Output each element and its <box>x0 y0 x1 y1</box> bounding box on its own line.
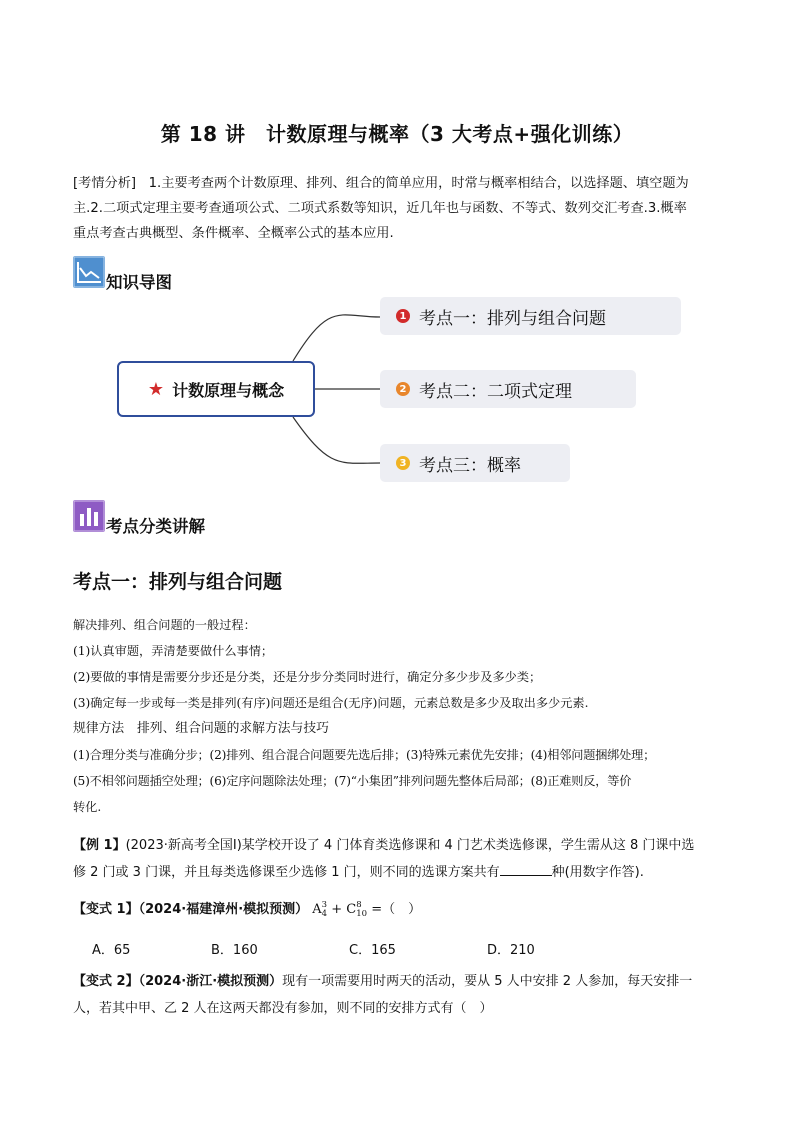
process-step-1: (1)认真审题，弄清楚要做什么事情； <box>73 644 274 658</box>
math-expression <box>312 899 422 919</box>
analysis-line-1: 1.主要考查两个计数原理、排列、组合的简单应用，时常与概率相结合，以选择题、填空题为 <box>148 176 689 191</box>
variant-1-source: （2024·福建漳州·模拟预测） <box>138 902 309 917</box>
mindmap-node-3 <box>380 444 570 482</box>
perm-sub: 4 <box>321 908 328 919</box>
mindmap-root-label: 计数原理与概念 <box>172 380 285 400</box>
method-line-3: 转化. <box>73 800 102 814</box>
variant-2-line-2: 人，若其中甲、乙 2 人在这两天都没有参加，则不同的安排方式有（ ） <box>73 1001 493 1016</box>
mindmap-node-1-label: 考点一：排列与组合问题 <box>419 308 606 329</box>
mindmap-connectors <box>0 0 794 520</box>
variant-2-tag: 【变式 2】 <box>73 974 139 989</box>
expression-tail: =（ ） <box>371 902 422 917</box>
topic-1-body <box>73 612 728 820</box>
bar-chart-icon <box>73 500 105 532</box>
perm-symbol: A <box>312 902 322 917</box>
section-title-topics: 考点分类讲解 <box>106 517 205 536</box>
process-step-3: (3)确定每一步或每一类是排列(有序)问题还是组合(无序)问题，元素总数是多少及取出多少元素. <box>73 696 589 710</box>
example-1-line-2: 修 2 门或 3 门课，并且每类选修课至少选修 1 门，则不同的选课方案共有 <box>73 865 500 880</box>
variant-1-tag: 【变式 1】 <box>73 902 139 917</box>
analysis-line-2: 主.2.二项式定理主要考查通项公式、二项式系数等知识，近几年也与函数、不等式、数列交汇考查.3.概率 <box>73 201 687 216</box>
comb-symbol: C <box>346 902 357 917</box>
mindmap-node-1 <box>380 297 681 335</box>
mindmap-node-3-label: 考点三：概率 <box>419 455 521 476</box>
comb-sub: 10 <box>356 908 368 919</box>
example-1-line-2-tail: 种(用数字作答). <box>551 865 644 880</box>
mindmap-node-2 <box>380 370 636 408</box>
example-1-tag: 【例 1】 <box>73 838 126 853</box>
topic-1-heading: 考点一：排列与组合问题 <box>73 571 283 593</box>
perm-sup: 3 <box>321 899 328 910</box>
number-badge-2: 2 <box>396 382 410 396</box>
option-d[interactable]: D．210 <box>487 943 535 958</box>
star-icon: ★ <box>147 378 165 400</box>
method-title: 规律方法 排列、组合问题的求解方法与技巧 <box>73 721 329 736</box>
answer-blank[interactable] <box>500 861 552 876</box>
example-1-line-1: 某学校开设了 4 门体育类选修课和 4 门艺术类选修课，学生需从这 8 门课中选 <box>241 838 695 853</box>
variant-1 <box>73 898 421 919</box>
page-title: 第 18 讲 计数原理与概率（3 大考点+强化训练） <box>160 122 634 146</box>
analysis-line-3: 重点考查古典概型、条件概率、全概率公式的基本应用. <box>73 226 394 241</box>
mindmap-node-2-label: 考点二：二项式定理 <box>419 381 572 402</box>
method-line-1: (1)合理分类与准确分步；(2)排列、组合混合问题要先选后排；(3)特殊元素优先安排；(4)相邻问题捆绑处理； <box>73 748 656 762</box>
option-a[interactable]: A．65 <box>92 943 131 958</box>
comb-sup: 8 <box>356 899 362 910</box>
option-b[interactable]: B．160 <box>211 943 258 958</box>
example-1 <box>73 832 733 886</box>
mindmap-root <box>117 361 315 417</box>
option-c[interactable]: C．165 <box>349 943 396 958</box>
variant-2-source: （2024·浙江·模拟预测） <box>138 974 283 989</box>
variant-2-line-1: 现有一项需要用时两天的活动，要从 5 人中安排 2 人参加，每天安排一 <box>282 974 693 989</box>
number-badge-1: 1 <box>396 309 410 323</box>
plus-sign: + <box>331 902 343 917</box>
analysis-label: [考情分析] <box>73 176 137 191</box>
section-title-mindmap: 知识导图 <box>106 273 172 292</box>
number-badge-3: 3 <box>396 456 410 470</box>
example-1-source: (2023·新高考全国Ⅰ) <box>125 838 242 853</box>
variant-2 <box>73 968 733 1022</box>
process-step-2: (2)要做的事情是需要分步还是分类，还是分步分类同时进行，确定分多少步及多少类； <box>73 670 542 684</box>
method-line-2: (5)不相邻问题插空处理；(6)定序问题除法处理；(7)“小集团”排列问题先整体后局部；(8)正难则反，等价 <box>73 774 632 788</box>
process-title: 解决排列、组合问题的一般过程： <box>73 618 256 632</box>
